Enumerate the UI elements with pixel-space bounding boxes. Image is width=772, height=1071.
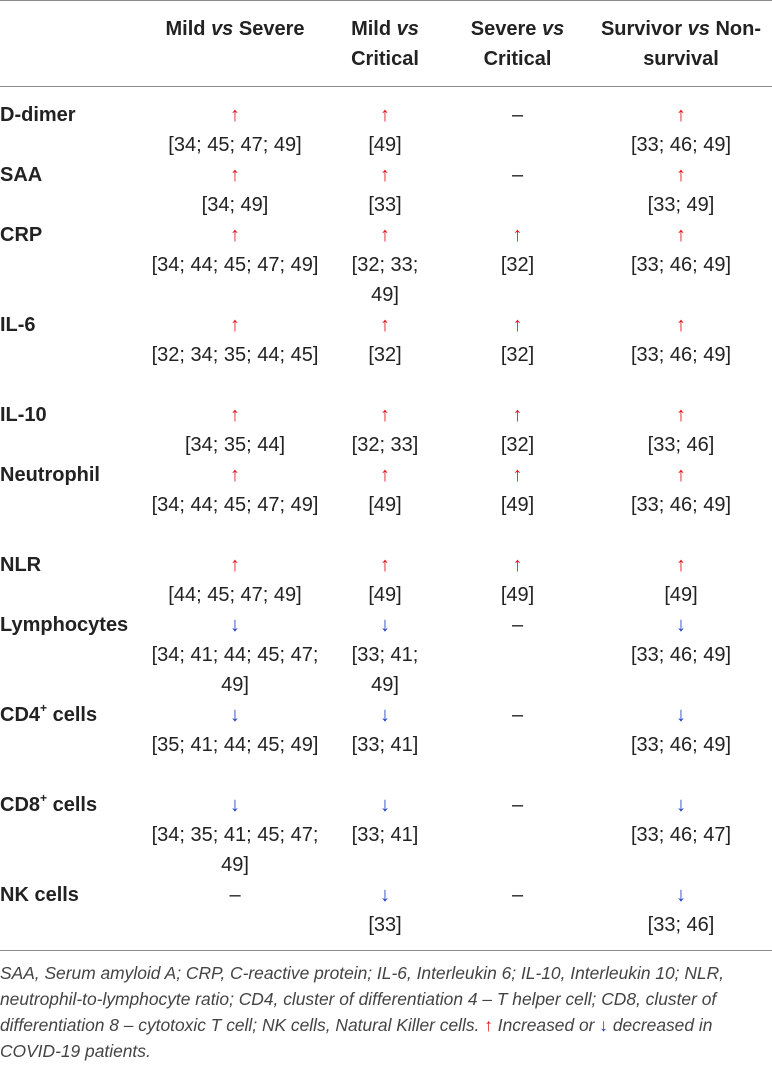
header-text: Mild: [165, 18, 212, 40]
no-change-dash: –: [511, 104, 524, 126]
reference-list: [33; 46; 49]: [630, 644, 732, 666]
increase-arrow-icon: ↑: [676, 104, 686, 126]
row-label-text: CRP: [0, 224, 43, 246]
no-change-dash: –: [511, 704, 524, 726]
row-label-text: IL-6: [0, 314, 36, 336]
header-text: Mild: [351, 18, 397, 40]
increase-arrow-icon: ↑: [380, 164, 390, 186]
table-cell: [335, 400, 435, 460]
row-label-text: Neutrophil: [0, 464, 100, 486]
decrease-arrow-icon: ↓: [230, 704, 240, 726]
bottom-rule: [0, 950, 772, 951]
reference-list: [32; 33; 49]: [351, 254, 419, 306]
table-cell: [335, 460, 435, 520]
table-cell: [590, 220, 772, 280]
table-cell: [445, 700, 590, 730]
decrease-arrow-icon: ↓: [380, 614, 390, 636]
reference-list: [34; 44; 45; 47; 49]: [151, 494, 319, 516]
row-label: [0, 790, 97, 820]
reference-list: [49]: [500, 494, 535, 516]
reference-list: [34; 44; 45; 47; 49]: [151, 254, 319, 276]
table-cell: [150, 880, 320, 910]
increase-arrow-icon: ↑: [484, 1015, 493, 1035]
header-mild-vs-critical: [335, 14, 435, 74]
decrease-arrow-icon: ↓: [676, 884, 686, 906]
table-cell: [335, 790, 435, 850]
reference-list: [49]: [500, 584, 535, 606]
reference-list: [34; 41; 44; 45; 47; 49]: [151, 644, 319, 696]
reference-list: [32; 33]: [351, 434, 419, 456]
table-cell: [590, 790, 772, 850]
reference-list: [34; 45; 47; 49]: [168, 134, 302, 156]
footnote-text: decreased in COVID-19 patients.: [0, 1015, 713, 1061]
header-severe-vs-critical: [445, 14, 590, 74]
no-change-dash: –: [511, 794, 524, 816]
header-text: Non-survival: [643, 18, 762, 70]
decrease-arrow-icon: ↓: [380, 794, 390, 816]
table-cell: [150, 160, 320, 220]
reference-list: [34; 35; 44]: [184, 434, 286, 456]
table-cell: [445, 100, 590, 130]
increase-arrow-icon: ↑: [380, 314, 390, 336]
decrease-arrow-icon: ↓: [380, 704, 390, 726]
increase-arrow-icon: ↑: [230, 104, 240, 126]
table-cell: [445, 610, 590, 640]
increase-arrow-icon: ↑: [380, 404, 390, 426]
table-cell: [445, 400, 590, 460]
increase-arrow-icon: ↑: [380, 554, 390, 576]
reference-list: [33; 46; 49]: [630, 254, 732, 276]
increase-arrow-icon: ↑: [380, 104, 390, 126]
reference-list: [32]: [500, 434, 535, 456]
reference-list: [33; 46; 49]: [630, 734, 732, 756]
header-vs: vs: [396, 18, 419, 40]
header-vs: vs: [211, 18, 234, 40]
footnote-text: SAA, Serum amyloid A; CRP, C-reactive protein; IL-6, Interleukin 6; IL-10, Interleukin 10; NLR, neutrophil-to-lymphocyte ratio; CD4, cluster of differentiation 4 – T helper cell; CD8, cluster of differentiation 8 – cytotoxic T cell; NK cells, Natural Killer cells.: [0, 963, 724, 1035]
reference-list: [33; 46; 49]: [630, 134, 732, 156]
increase-arrow-icon: ↑: [676, 464, 686, 486]
reference-list: [32; 34; 35; 44; 45]: [151, 344, 319, 366]
increase-arrow-icon: ↑: [380, 224, 390, 246]
reference-list: [34; 49]: [201, 194, 269, 216]
row-label-text: CD8: [0, 794, 41, 816]
decrease-arrow-icon: ↓: [599, 1015, 608, 1035]
table-cell: [150, 700, 320, 760]
table-cell: [150, 220, 320, 280]
table-cell: [590, 550, 772, 610]
row-label-superscript: +: [40, 701, 48, 715]
increase-arrow-icon: ↑: [230, 164, 240, 186]
table-cell: [590, 310, 772, 370]
increase-arrow-icon: ↑: [230, 224, 240, 246]
reference-list: [32]: [368, 344, 402, 366]
reference-list: [49]: [664, 584, 698, 606]
table-cell: [590, 610, 772, 670]
table-cell: [150, 400, 320, 460]
header-survivor-vs-nonsurvival: [590, 14, 772, 74]
reference-list: [33; 41]: [351, 734, 419, 756]
row-label: [0, 160, 42, 190]
table-cell: [335, 550, 435, 610]
decrease-arrow-icon: ↓: [230, 614, 240, 636]
reference-list: [33; 41]: [351, 824, 419, 846]
table-cell: [150, 550, 320, 610]
increase-arrow-icon: ↑: [230, 464, 240, 486]
reference-list: [33]: [368, 914, 402, 936]
table-cell: [335, 610, 435, 700]
table-cell: [445, 310, 590, 370]
header-text: Critical: [483, 48, 552, 70]
table-cell: [150, 310, 320, 370]
table-footnote: [0, 960, 768, 1064]
row-label: [0, 310, 36, 340]
table-cell: [590, 880, 772, 940]
table-cell: [445, 460, 590, 520]
reference-list: [33; 46]: [647, 434, 715, 456]
table-cell: [445, 880, 590, 910]
header-text: Severe: [470, 18, 542, 40]
table-cell: [445, 220, 590, 280]
reference-list: [32]: [500, 344, 535, 366]
table-cell: [590, 460, 772, 520]
row-label: [0, 400, 47, 430]
row-label-text: Lymphocytes: [0, 614, 129, 636]
row-label-text: SAA: [0, 164, 43, 186]
increase-arrow-icon: ↑: [512, 224, 523, 246]
header-text: Severe: [233, 18, 305, 40]
row-label: [0, 100, 76, 130]
table-cell: [335, 160, 435, 220]
reference-list: [33; 46; 49]: [630, 494, 732, 516]
reference-list: [49]: [368, 134, 402, 156]
row-label: [0, 610, 128, 640]
row-label-text: NLR: [0, 554, 42, 576]
increase-arrow-icon: ↑: [676, 404, 686, 426]
increase-arrow-icon: ↑: [230, 554, 240, 576]
row-label-text: NK cells: [0, 884, 79, 906]
row-label: [0, 220, 42, 250]
table-cell: [445, 790, 590, 820]
decrease-arrow-icon: ↓: [230, 794, 240, 816]
reference-list: [49]: [368, 494, 402, 516]
footnote-text: Increased or: [492, 1015, 600, 1035]
reference-list: [33; 46]: [647, 914, 715, 936]
row-label-text: IL-10: [0, 404, 47, 426]
table-cell: [590, 160, 772, 220]
no-change-dash: –: [511, 614, 524, 636]
increase-arrow-icon: ↑: [512, 554, 523, 576]
increase-arrow-icon: ↑: [230, 404, 240, 426]
reference-list: [44; 45; 47; 49]: [168, 584, 302, 606]
decrease-arrow-icon: ↓: [380, 884, 390, 906]
header-text: Survivor: [600, 18, 688, 40]
table-cell: [445, 160, 590, 190]
header-mild-vs-severe: [150, 14, 320, 44]
table-cell: [150, 460, 320, 520]
increase-arrow-icon: ↑: [676, 554, 686, 576]
reference-list: [33; 41; 49]: [351, 644, 419, 696]
header-rule: [0, 86, 772, 87]
header-vs: vs: [687, 18, 710, 40]
increase-arrow-icon: ↑: [512, 404, 523, 426]
table-cell: [150, 610, 320, 700]
table-cell: [335, 100, 435, 160]
table-cell: [335, 220, 435, 310]
row-label: [0, 880, 79, 910]
increase-arrow-icon: ↑: [380, 464, 390, 486]
table-cell: [590, 700, 772, 760]
row-label-suffix: cells: [47, 794, 98, 816]
row-label-text: D-dimer: [0, 104, 76, 126]
row-label: [0, 550, 41, 580]
row-label-suffix: cells: [47, 704, 98, 726]
header-vs: vs: [541, 18, 565, 40]
table-cell: [445, 550, 590, 610]
decrease-arrow-icon: ↓: [676, 614, 686, 636]
table-cell: [590, 400, 772, 460]
table-cell: [335, 880, 435, 940]
decrease-arrow-icon: ↓: [676, 794, 686, 816]
reference-list: [33; 46; 49]: [630, 344, 732, 366]
no-change-dash: –: [511, 164, 524, 186]
reference-list: [35; 41; 44; 45; 49]: [151, 734, 319, 756]
reference-list: [33; 46; 47]: [630, 824, 732, 846]
row-label: [0, 460, 100, 490]
row-label-superscript: +: [40, 791, 48, 805]
decrease-arrow-icon: ↓: [676, 704, 686, 726]
row-label-text: CD4: [0, 704, 41, 726]
increase-arrow-icon: ↑: [512, 464, 523, 486]
reference-list: [32]: [500, 254, 535, 276]
table-cell: [335, 700, 435, 760]
reference-list: [49]: [368, 584, 402, 606]
increase-arrow-icon: ↑: [512, 314, 523, 336]
increase-arrow-icon: ↑: [230, 314, 240, 336]
reference-list: [34; 35; 41; 45; 47; 49]: [151, 824, 319, 876]
increase-arrow-icon: ↑: [676, 164, 686, 186]
header-text: Critical: [351, 48, 419, 70]
no-change-dash: –: [511, 884, 524, 906]
row-label: [0, 700, 97, 730]
increase-arrow-icon: ↑: [676, 224, 686, 246]
reference-list: [33]: [368, 194, 402, 216]
increase-arrow-icon: ↑: [676, 314, 686, 336]
no-change-dash: –: [229, 884, 241, 906]
table-cell: [335, 310, 435, 370]
table-cell: [590, 100, 772, 160]
top-rule: [0, 0, 772, 1]
table-cell: [150, 100, 320, 160]
reference-list: [33; 49]: [647, 194, 715, 216]
table-cell: [150, 790, 320, 880]
